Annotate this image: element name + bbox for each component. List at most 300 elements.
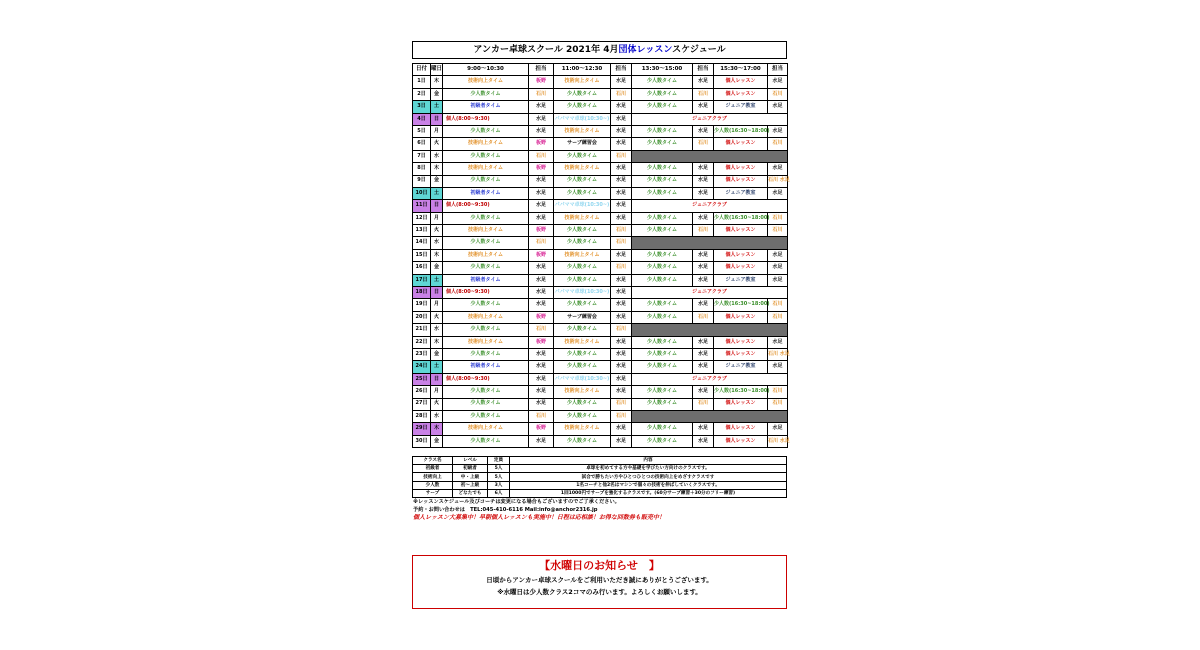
- class-table-body: [413, 457, 787, 498]
- date-cell: 28日: [413, 410, 431, 422]
- class-cell: 6人: [488, 489, 510, 497]
- slot-cell: 少人数タイム: [554, 237, 611, 249]
- coach-cell: 石川: [768, 138, 788, 150]
- coach-cell: 水足: [693, 435, 714, 447]
- slot-cell: 少人数タイム: [443, 262, 529, 274]
- date-cell: 7日: [413, 150, 431, 162]
- weekday-cell: 月: [431, 299, 443, 311]
- slot-cell: 少人数タイム: [554, 101, 611, 113]
- slot-cell: 少人数タイム: [632, 125, 693, 137]
- date-cell: 29日: [413, 423, 431, 435]
- title-suffix: スケジュール: [672, 45, 726, 55]
- slot-cell: 個人(8:00~9:30): [443, 287, 529, 299]
- slot-cell: 少人数タイム: [443, 150, 529, 162]
- junior-club-cell: ジュニアクラブ: [632, 113, 788, 125]
- weekday-cell: 日: [431, 373, 443, 385]
- coach-cell: 石川: [693, 398, 714, 410]
- weekday-cell: 金: [431, 175, 443, 187]
- slot-cell: 初級者タイム: [443, 101, 529, 113]
- slot-cell: 少人数タイム: [632, 175, 693, 187]
- coach-cell: 水足: [611, 348, 632, 360]
- coach-cell: 石川: [611, 410, 632, 422]
- date-cell: 15日: [413, 249, 431, 261]
- notice-title: 【水曜日のお知らせ 】: [539, 559, 660, 572]
- slot-cell: 少人数タイム: [632, 398, 693, 410]
- class-cell: どなたでも: [453, 489, 488, 497]
- class-row: [413, 489, 787, 497]
- slot-cell: 少人数タイム: [554, 299, 611, 311]
- class-header-row: [413, 457, 787, 465]
- weekday-cell: 土: [431, 187, 443, 199]
- slot-cell: 少人数タイム: [632, 88, 693, 100]
- coach-cell: 水足: [693, 336, 714, 348]
- coach-cell: 水足: [611, 435, 632, 447]
- date-cell: 10日: [413, 187, 431, 199]
- coach-cell: 水足: [611, 386, 632, 398]
- coach-cell: 石川: [611, 225, 632, 237]
- coach-cell: 水足: [611, 423, 632, 435]
- coach-cell: 水足: [693, 348, 714, 360]
- class-cell: 卓球を初めてする方や基礎を学びたい方向けのクラスです。: [510, 465, 787, 473]
- slot-cell: 少人数タイム: [554, 410, 611, 422]
- date-cell: 1日: [413, 76, 431, 88]
- slot-cell: 少人数タイム: [632, 163, 693, 175]
- header-cell: 担当: [529, 64, 554, 76]
- slot-cell: 技術向上タイム: [443, 76, 529, 88]
- coach-cell: 水足: [768, 187, 788, 199]
- coach-cell: 水足: [529, 435, 554, 447]
- table-row: [413, 336, 788, 348]
- coach-cell: 水足: [529, 200, 554, 212]
- class-cell: 初級者: [453, 465, 488, 473]
- coach-cell: 石川: [768, 398, 788, 410]
- title-text: アンカー卓球スクール 2021年 4月: [473, 45, 619, 55]
- header-cell: 日付: [413, 64, 431, 76]
- coach-cell: 水足: [529, 274, 554, 286]
- coach-cell: 板野: [529, 225, 554, 237]
- slot-cell: 少人数タイム: [632, 336, 693, 348]
- class-cell: 試合で勝ちたい方やひとつひとつの技術向上をめざすクラスです: [510, 473, 787, 481]
- coach-cell: 水足: [611, 113, 632, 125]
- slot-cell: 少人数タイム: [632, 212, 693, 224]
- coach-cell: 板野: [529, 423, 554, 435]
- slot-cell: サーブ練習会: [554, 311, 611, 323]
- slot-cell: サーブ練習会: [554, 138, 611, 150]
- slot-cell: 個人レッスン: [714, 163, 768, 175]
- slot-cell: 個人レッスン: [714, 311, 768, 323]
- date-cell: 8日: [413, 163, 431, 175]
- weekday-cell: 火: [431, 138, 443, 150]
- coach-cell: 水足: [768, 423, 788, 435]
- schedule-body: [413, 64, 788, 448]
- slot-cell: 少人数タイム: [554, 88, 611, 100]
- closed-cell: [632, 237, 788, 249]
- coach-cell: 水足: [693, 175, 714, 187]
- date-cell: 2日: [413, 88, 431, 100]
- coach-cell: 石川: [768, 212, 788, 224]
- date-cell: 18日: [413, 287, 431, 299]
- table-row: [413, 101, 788, 113]
- date-cell: 3日: [413, 101, 431, 113]
- weekday-cell: 木: [431, 336, 443, 348]
- coach-cell: 水足: [693, 249, 714, 261]
- coach-cell: 石川: [693, 225, 714, 237]
- table-row: [413, 212, 788, 224]
- slot-cell: 少人数(16:30~18:00): [714, 299, 768, 311]
- coach-cell: 水足: [611, 274, 632, 286]
- table-row: [413, 88, 788, 100]
- coach-cell: 水足: [611, 287, 632, 299]
- slot-cell: 少人数タイム: [632, 76, 693, 88]
- slot-cell: 個人レッスン: [714, 398, 768, 410]
- slot-cell: 個人レッスン: [714, 225, 768, 237]
- slot-cell: 少人数タイム: [632, 311, 693, 323]
- slot-cell: 少人数タイム: [632, 187, 693, 199]
- coach-cell: 板野: [529, 76, 554, 88]
- slot-cell: 個人レッスン: [714, 262, 768, 274]
- weekday-cell: 水: [431, 237, 443, 249]
- coach-cell: 水足: [768, 361, 788, 373]
- table-row: [413, 237, 788, 249]
- coach-cell: 水足: [693, 423, 714, 435]
- junior-club-cell: ジュニアクラブ: [632, 200, 788, 212]
- coach-cell: 石川: [611, 398, 632, 410]
- coach-cell: 石川 水足: [768, 348, 788, 360]
- date-cell: 26日: [413, 386, 431, 398]
- date-cell: 12日: [413, 212, 431, 224]
- coach-cell: 水足: [611, 373, 632, 385]
- coach-cell: 水足: [611, 101, 632, 113]
- coach-cell: 水足: [611, 175, 632, 187]
- header-cell: 9:00〜10:30: [443, 64, 529, 76]
- coach-cell: 石川 水足: [768, 435, 788, 447]
- slot-cell: 少人数タイム: [554, 361, 611, 373]
- coach-cell: 水足: [693, 163, 714, 175]
- table-row: [413, 76, 788, 88]
- table-row: [413, 200, 788, 212]
- slot-cell: 少人数タイム: [443, 398, 529, 410]
- coach-cell: 水足: [611, 163, 632, 175]
- coach-cell: 石川: [611, 324, 632, 336]
- table-row: [413, 410, 788, 422]
- date-cell: 24日: [413, 361, 431, 373]
- table-row: [413, 324, 788, 336]
- coach-cell: 水足: [768, 249, 788, 261]
- slot-cell: 少人数タイム: [554, 274, 611, 286]
- slot-cell: ジュニア教室: [714, 361, 768, 373]
- note-change: ※レッスンスケジュール及びコーチは変更になる場合もございますのでご了承ください。: [413, 499, 620, 506]
- slot-cell: 少人数タイム: [632, 435, 693, 447]
- date-cell: 11日: [413, 200, 431, 212]
- coach-cell: 水足: [611, 138, 632, 150]
- slot-cell: 少人数タイム: [443, 237, 529, 249]
- slot-cell: 少人数タイム: [632, 274, 693, 286]
- class-row: [413, 465, 787, 473]
- slot-cell: 個人(8:00~9:30): [443, 200, 529, 212]
- slot-cell: 少人数タイム: [554, 150, 611, 162]
- slot-cell: 個人(8:00~9:30): [443, 373, 529, 385]
- slot-cell: 少人数タイム: [632, 386, 693, 398]
- closed-cell: [632, 324, 788, 336]
- slot-cell: 技術向上タイム: [554, 249, 611, 261]
- table-row: [413, 373, 788, 385]
- page-title: [412, 41, 787, 59]
- coach-cell: 水足: [693, 125, 714, 137]
- class-cell: 5人: [488, 465, 510, 473]
- coach-cell: 石川: [693, 138, 714, 150]
- schedule-table: [412, 63, 788, 448]
- class-cell: 中・上級: [453, 473, 488, 481]
- coach-cell: 水足: [611, 76, 632, 88]
- slot-cell: 個人レッスン: [714, 175, 768, 187]
- slot-cell: 技術向上タイム: [554, 76, 611, 88]
- coach-cell: 水足: [768, 163, 788, 175]
- date-cell: 6日: [413, 138, 431, 150]
- weekday-cell: 土: [431, 361, 443, 373]
- header-cell: 13:30〜15:00: [632, 64, 693, 76]
- date-cell: 19日: [413, 299, 431, 311]
- weekday-cell: 月: [431, 125, 443, 137]
- weekday-cell: 金: [431, 262, 443, 274]
- slot-cell: 少人数タイム: [443, 125, 529, 137]
- date-cell: 30日: [413, 435, 431, 447]
- weekday-cell: 土: [431, 274, 443, 286]
- slot-cell: 技術向上タイム: [443, 225, 529, 237]
- slot-cell: 個人レッスン: [714, 435, 768, 447]
- coach-cell: 石川: [611, 88, 632, 100]
- coach-cell: 水足: [529, 398, 554, 410]
- slot-cell: パパママ卓球(10:30~): [554, 287, 611, 299]
- slot-cell: 個人レッスン: [714, 336, 768, 348]
- weekday-cell: 火: [431, 311, 443, 323]
- schedule-sheet: [412, 41, 790, 522]
- coach-cell: 石川: [693, 311, 714, 323]
- coach-cell: 水足: [611, 361, 632, 373]
- weekday-cell: 水: [431, 410, 443, 422]
- header-cell: 11:00〜12:30: [554, 64, 611, 76]
- slot-cell: 少人数タイム: [632, 361, 693, 373]
- slot-cell: 個人レッスン: [714, 348, 768, 360]
- weekday-cell: 土: [431, 101, 443, 113]
- weekday-cell: 月: [431, 386, 443, 398]
- class-header-cell: 内容: [510, 457, 787, 465]
- coach-cell: 水足: [611, 336, 632, 348]
- coach-cell: 板野: [529, 249, 554, 261]
- date-cell: 27日: [413, 398, 431, 410]
- slot-cell: 個人レッスン: [714, 249, 768, 261]
- class-table: [412, 456, 787, 498]
- slot-cell: 少人数タイム: [554, 187, 611, 199]
- schedule-header-row: [413, 64, 788, 76]
- weekday-cell: 木: [431, 249, 443, 261]
- slot-cell: 少人数タイム: [554, 262, 611, 274]
- slot-cell: 初級者タイム: [443, 274, 529, 286]
- slot-cell: 技術向上タイム: [443, 163, 529, 175]
- slot-cell: 少人数タイム: [443, 386, 529, 398]
- coach-cell: 水足: [693, 274, 714, 286]
- table-row: [413, 175, 788, 187]
- class-cell: 初〜上級: [453, 481, 488, 489]
- coach-cell: 水足: [768, 336, 788, 348]
- slot-cell: パパママ卓球(10:30~): [554, 373, 611, 385]
- title-highlight: 団体レッスン: [618, 45, 673, 55]
- coach-cell: 水足: [693, 262, 714, 274]
- table-row: [413, 299, 788, 311]
- slot-cell: 少人数タイム: [443, 88, 529, 100]
- coach-cell: 水足: [611, 311, 632, 323]
- slot-cell: 少人数タイム: [554, 175, 611, 187]
- wednesday-notice: [412, 555, 787, 609]
- coach-cell: 水足: [693, 299, 714, 311]
- slot-cell: パパママ卓球(10:30~): [554, 200, 611, 212]
- date-cell: 20日: [413, 311, 431, 323]
- table-row: [413, 398, 788, 410]
- slot-cell: 少人数タイム: [443, 435, 529, 447]
- class-row: [413, 473, 787, 481]
- coach-cell: 石川: [529, 237, 554, 249]
- weekday-cell: 日: [431, 287, 443, 299]
- coach-cell: 石川: [611, 262, 632, 274]
- coach-cell: 水足: [611, 299, 632, 311]
- weekday-cell: 木: [431, 163, 443, 175]
- slot-cell: 少人数タイム: [554, 435, 611, 447]
- header-cell: 担当: [768, 64, 788, 76]
- table-row: [413, 138, 788, 150]
- slot-cell: 技術向上タイム: [554, 386, 611, 398]
- coach-cell: 水足: [693, 212, 714, 224]
- slot-cell: 少人数タイム: [632, 423, 693, 435]
- slot-cell: 少人数タイム: [443, 299, 529, 311]
- coach-cell: 水足: [529, 125, 554, 137]
- slot-cell: 少人数タイム: [554, 324, 611, 336]
- slot-cell: 少人数(16:30~18:00): [714, 125, 768, 137]
- class-cell: サーブ: [413, 489, 453, 497]
- slot-cell: 初級者タイム: [443, 187, 529, 199]
- slot-cell: 少人数タイム: [554, 348, 611, 360]
- table-row: [413, 125, 788, 137]
- date-cell: 25日: [413, 373, 431, 385]
- table-row: [413, 348, 788, 360]
- coach-cell: 石川: [529, 410, 554, 422]
- coach-cell: 板野: [529, 138, 554, 150]
- coach-cell: 水足: [611, 249, 632, 261]
- table-row: [413, 249, 788, 261]
- coach-cell: 水足: [529, 212, 554, 224]
- coach-cell: 水足: [611, 125, 632, 137]
- weekday-cell: 日: [431, 200, 443, 212]
- slot-cell: 個人レッスン: [714, 138, 768, 150]
- coach-cell: 石川: [529, 150, 554, 162]
- coach-cell: 石川: [768, 311, 788, 323]
- header-cell: 担当: [693, 64, 714, 76]
- table-row: [413, 435, 788, 447]
- header-cell: 15:30〜17:00: [714, 64, 768, 76]
- slot-cell: 技術向上タイム: [554, 336, 611, 348]
- slot-cell: 技術向上タイム: [443, 336, 529, 348]
- class-header-cell: レベル: [453, 457, 488, 465]
- date-cell: 14日: [413, 237, 431, 249]
- slot-cell: 少人数(16:30~18:00): [714, 386, 768, 398]
- date-cell: 22日: [413, 336, 431, 348]
- slot-cell: 初級者タイム: [443, 361, 529, 373]
- slot-cell: 技術向上タイム: [554, 125, 611, 137]
- coach-cell: 石川: [611, 150, 632, 162]
- table-row: [413, 361, 788, 373]
- class-header-cell: クラス名: [413, 457, 453, 465]
- note-contact: 予約・お問い合わせは TEL:045-410-6116 Mail:info@anchor2316.jp: [413, 507, 598, 514]
- date-cell: 4日: [413, 113, 431, 125]
- coach-cell: 水足: [529, 299, 554, 311]
- coach-cell: 石川: [693, 88, 714, 100]
- slot-cell: 少人数タイム: [632, 299, 693, 311]
- slot-cell: パパママ卓球(10:30~): [554, 113, 611, 125]
- promo-text: 個人レッスン大募集中！早朝個人レッスンも実施中！日程は応相談！お得な回数券も販売中！: [413, 514, 665, 522]
- slot-cell: 少人数タイム: [632, 348, 693, 360]
- weekday-cell: 水: [431, 324, 443, 336]
- slot-cell: 少人数タイム: [443, 175, 529, 187]
- weekday-cell: 月: [431, 212, 443, 224]
- slot-cell: 少人数タイム: [554, 225, 611, 237]
- slot-cell: 技術向上タイム: [554, 212, 611, 224]
- slot-cell: ジュニア教室: [714, 187, 768, 199]
- slot-cell: 個人レッスン: [714, 423, 768, 435]
- header-cell: 担当: [611, 64, 632, 76]
- date-cell: 5日: [413, 125, 431, 137]
- coach-cell: 板野: [529, 163, 554, 175]
- weekday-cell: 木: [431, 76, 443, 88]
- coach-cell: 水足: [768, 274, 788, 286]
- coach-cell: 水足: [693, 187, 714, 199]
- coach-cell: 水足: [529, 348, 554, 360]
- notice-line-2: ※水曜日は少人数クラス2コマのみ行います。よろしくお願いします。: [497, 588, 702, 596]
- junior-club-cell: ジュニアクラブ: [632, 287, 788, 299]
- class-header-cell: 定員: [488, 457, 510, 465]
- weekday-cell: 金: [431, 88, 443, 100]
- weekday-cell: 日: [431, 113, 443, 125]
- junior-club-cell: ジュニアクラブ: [632, 373, 788, 385]
- slot-cell: 少人数(16:30~18:00): [714, 212, 768, 224]
- closed-cell: [632, 410, 788, 422]
- slot-cell: 少人数タイム: [443, 324, 529, 336]
- slot-cell: 技術向上タイム: [443, 423, 529, 435]
- table-row: [413, 274, 788, 286]
- coach-cell: 水足: [529, 187, 554, 199]
- coach-cell: 水足: [693, 76, 714, 88]
- coach-cell: 石川: [611, 237, 632, 249]
- weekday-cell: 火: [431, 225, 443, 237]
- coach-cell: 水足: [529, 175, 554, 187]
- table-row: [413, 423, 788, 435]
- coach-cell: 水足: [768, 125, 788, 137]
- coach-cell: 石川: [768, 386, 788, 398]
- slot-cell: 少人数タイム: [632, 249, 693, 261]
- coach-cell: 水足: [611, 200, 632, 212]
- coach-cell: 水足: [611, 187, 632, 199]
- slot-cell: 少人数タイム: [443, 212, 529, 224]
- coach-cell: 水足: [529, 262, 554, 274]
- slot-cell: 少人数タイム: [632, 225, 693, 237]
- slot-cell: 技術向上タイム: [443, 138, 529, 150]
- coach-cell: 石川: [768, 225, 788, 237]
- date-cell: 13日: [413, 225, 431, 237]
- class-cell: 少人数: [413, 481, 453, 489]
- date-cell: 17日: [413, 274, 431, 286]
- coach-cell: 水足: [768, 76, 788, 88]
- slot-cell: 少人数タイム: [632, 262, 693, 274]
- coach-cell: 水足: [529, 373, 554, 385]
- coach-cell: 板野: [529, 311, 554, 323]
- date-cell: 21日: [413, 324, 431, 336]
